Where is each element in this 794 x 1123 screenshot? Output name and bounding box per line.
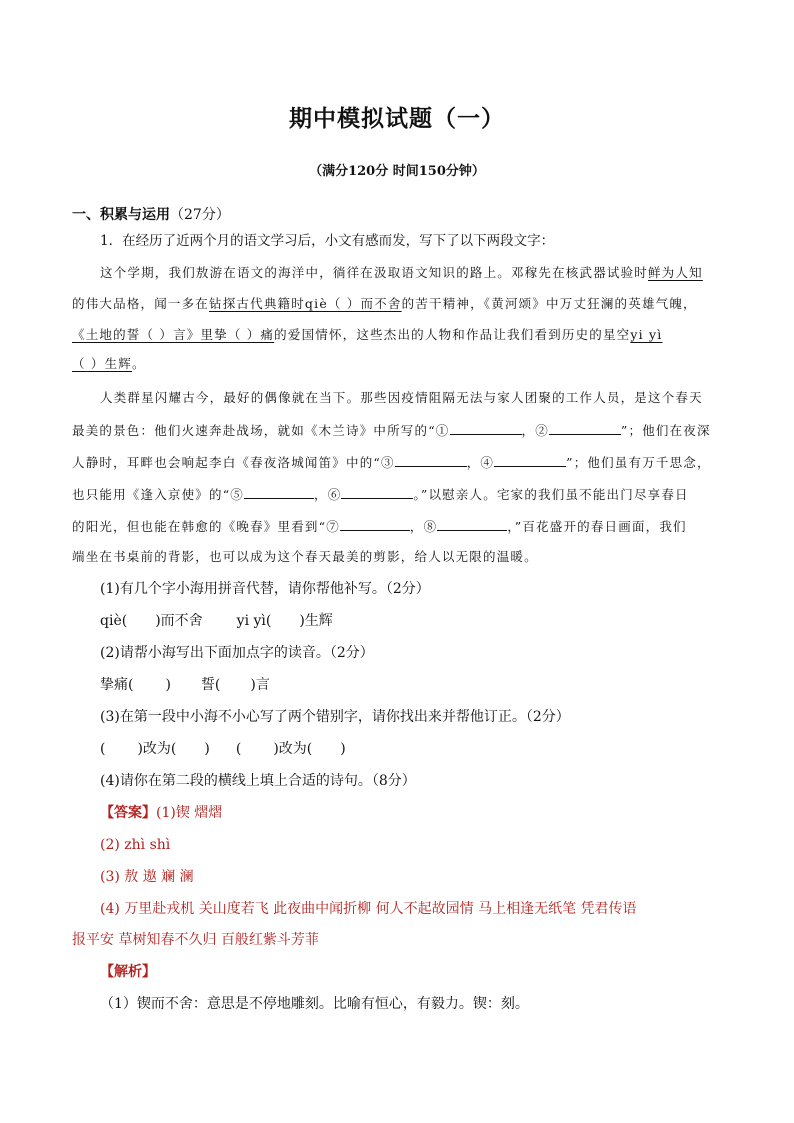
passage-line: （ ）生辉。 [72,356,146,371]
sub-question-4: (4)请你在第二段的横线上填上合适的诗句。（8分） [100,773,416,789]
sub-question-3-blanks: ( )改为( ) ( )改为( ) [100,741,346,757]
fill-blank-2[interactable] [549,420,621,435]
answer-label: 【答案】 [100,805,156,821]
page-subtitle: （满分120分 时间150分钟） [309,164,485,179]
passage-line: 人类群星闪耀古今，最好的偶像就在当下。那些因疫情阻隔无法与家人团聚的工作人员，是这个春天 [100,390,703,405]
passage-line: 人静时，耳畔也会响起李白《春夜洛城闻笛》中的“③ ，④ ”；他们虽有万千思念， [72,452,711,473]
passage-line: 《土地的誓（ ）言》里挚（ ）痛的爱国情怀，这些杰出的人物和作品让我们看到历史的星空yi yì [72,327,663,342]
answer-line: (3) 敖 遨 斓 澜 [100,869,194,885]
sub-question-3: (3)在第一段中小海不小心写了两个错别字，请你找出来并帮他订正。（2分） [100,709,570,725]
sub-question-1: (1)有几个字小海用拼音代替，请你帮他补写。（2分） [100,581,430,597]
answer-line: 【答案】(1)锲 熠熠 [100,805,223,821]
passage-line: 也只能用《逢入京使》的“⑤ ，⑥ 。”以慰亲人。宅家的我们虽不能出门尽享春日 [72,484,689,505]
fill-blank-6[interactable] [341,484,413,499]
sub-question-2: (2)请帮小海写出下面加点字的读音。（2分） [100,645,374,661]
section-heading: 一、积累与运用（27分） [72,207,230,223]
passage-line: 的阳光，但也能在韩愈的《晚春》里看到“⑦ ，⑧ ，”百花盛开的春日画面，我们 [72,516,687,537]
answer-line: (2) zhì shì [100,837,171,853]
fill-blank-5[interactable] [244,484,314,499]
analysis-label: 【解析】 [100,964,156,980]
answer-line: 报平安 草树知春不久归 百般红紫斗芳菲 [72,932,319,948]
passage-line: 端坐在书桌前的背影，也可以成为这个春天最美的剪影，给人以无限的温暖。 [72,549,538,564]
fill-blank-1[interactable] [450,420,522,435]
sub-question-2-blanks: 挚痛( ) 誓( )言 [100,677,270,693]
analysis-line: （1）锲而不舍：意思是不停地雕刻。比喻有恒心，有毅力。锲：刻。 [100,996,529,1012]
passage-line: 最美的景色：他们火速奔赴战场，就如《木兰诗》中所写的“① ，② ”；他们在夜深 [72,420,711,441]
question-intro: 1．在经历了近两个月的语文学习后，小文有感而发，写下了以下两段文字： [100,233,555,249]
page-title: 期中模拟试题（一） [289,106,505,132]
fill-blank-7[interactable] [340,516,410,531]
answer-line: (4) 万里赴戎机 关山度若飞 此夜曲中闻折柳 何人不起故园情 马上相逢无纸笔 凭君传语 [100,901,637,917]
fill-blank-4[interactable] [494,452,566,467]
passage-line: 的伟大品格，闻一多在钻探古代典籍时qiè（ ）而不舍的苦干精神，《黄河颂》中万丈狂澜的英雄气魄， [72,296,697,311]
passage-line: 这个学期，我们敖游在语文的海洋中，徜徉在汲取语文知识的路上。邓稼先在核武器试验时鲜为人知 [100,265,703,280]
fill-blank-3[interactable] [395,452,467,467]
sub-question-1-blanks: qiè( )而不舍 yi yì( )生辉 [100,613,333,629]
fill-blank-8[interactable] [437,516,507,531]
